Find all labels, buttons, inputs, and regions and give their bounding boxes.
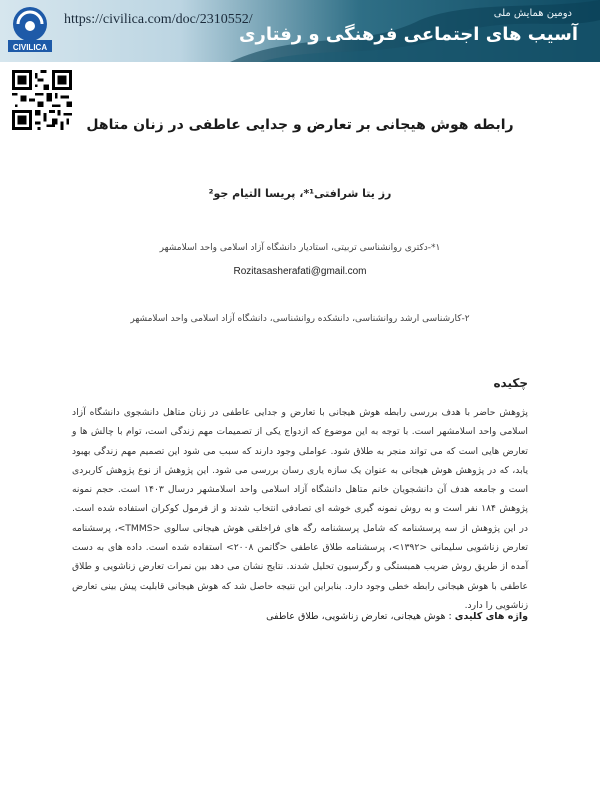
affiliation-1: ۱*-دکتری روانشناسی تربیتی، استادیار دانشگاه آزاد اسلامی واحد اسلامشهر [159,243,441,253]
abstract-heading: چکیده [493,376,528,390]
conference-banner [0,0,600,62]
civilica-logo-icon [6,4,54,56]
paper-authors: رز یتا شرافتی¹*، پریسا التیام جو² [208,187,392,200]
affiliation-2: ۲-کارشناسی ارشد روانشناسی، دانشکده روانشناسی، دانشگاه آزاد اسلامی واحد اسلامشهر [130,314,470,324]
paper-title: رابطه هوش هیجانی بر تعارض و جدایی عاطفی در زنان متاهل [86,117,514,133]
keywords-label: واژه های کلیدی [454,611,528,622]
logo-text: CIVILICA [12,43,48,52]
conference-subtitle: دومین همایش ملی [493,8,572,19]
document-url[interactable]: https://civilica.com/doc/2310552/ [64,12,253,27]
abstract-text: پژوهش حاضر با هدف بررسی رابطه هوش هیجانی با تعارض و جدایی عاطفی در زنان متاهل دانشجوی دانشگاه آزاد اسلامی واحد اسلامشهر است. با توجه به این موضوع که ازدواج یکی از تصمیمات مهم زندگی است، توام با چالش ها و تعارض هایی است که می تواند منجر به طلاق شود. عواملی وجود دارند که سبب می شود این تصمیم مهم زندگی بهبود یابد، که در پژوهش هوش هیجانی به عنوان یک سازه یاری رسان بررسی می شود. این پژوهش از نوع پژوهش کاربردی است و جامعه هدف آن دانشجویان خانم متاهل دانشگاه آزاد اسلامی واحد اسلامشهر درسال ۱۴۰۳ است. حجم نمونه پژوهش ۱۸۴ نفر است و به روش نمونه گیری خوشه ای تصادفی انتخاب شدند و از فرمول کوکران استفاده شده است. در این پژوهش از سه پرسشنامه که شامل پرسشنامه رگه های فراخلقی هوش هیجانی سالوی <TMMS>، پرسشنامه تعارض زناشویی سلیمانی <۱۳۹۲>، پرسشنامه طلاق عاطفی <گاتمن ۲۰۰۸> استفاده شده است. داده های به دست آمده از طریق روش ضریب همبستگی و رگرسیون تحلیل شدند. نتایج نشان می دهد بین نمرات تعارض زناشویی و طلاق عاطفی با هوش هیجانی رابطه خطی وجود دارد. بنابراین این نتیجه حاصل شد که هوش هیجانی قابلیت پیش بینی تعارض زناشویی را دارد. [72,407,529,611]
keywords-line [72,611,528,622]
keywords-list: : هوش هیجانی، تعارض زناشویی، طلاق عاطفی [266,611,452,622]
qr-code-icon[interactable] [12,70,72,130]
author-email: Rozitasasherafati@gmail.com [233,266,367,277]
conference-title: آسیب های اجتماعی فرهنگی و رفتاری [239,24,578,45]
